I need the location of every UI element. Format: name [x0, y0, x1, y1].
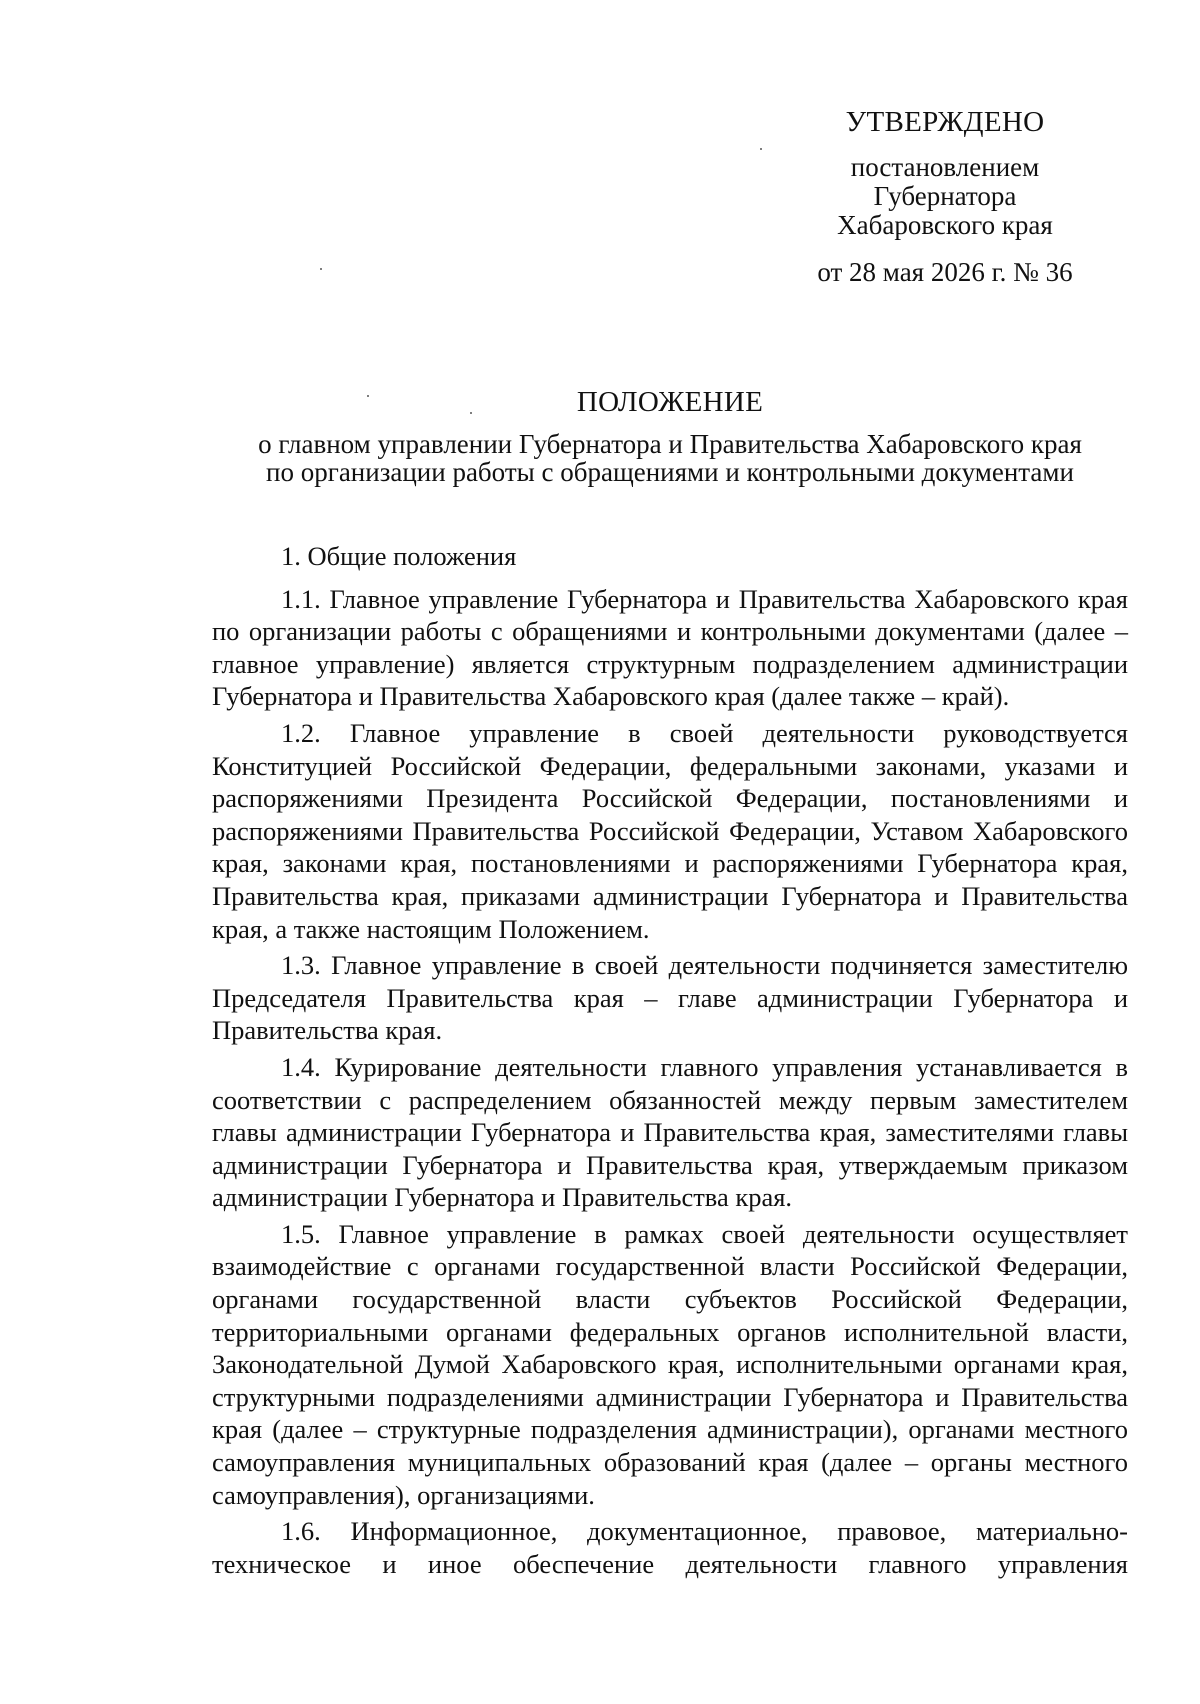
- approval-line: Губернатора: [873, 181, 1017, 211]
- paragraph: 1.5. Главное управление в рамках своей деятельности осуществляет взаимодействие с органами государственной власти Российской Федерации, органами государственной власти субъектов Российской Федерации, территориальными органами федеральных органов исполнительной власти, Законодательной Думой Хабаровского края, исполнительными органами края, структурными подразделениями администрации Губернатора и Правительства края (далее – структурные подразделения администрации), органами местного самоуправления муниципальных образований края (далее – органы местного самоуправления), организациями.: [212, 1218, 1128, 1510]
- scan-speck: [760, 148, 762, 150]
- approval-date: от 28 мая 2026 г. № 36: [817, 257, 1073, 287]
- document-subtitle-line: о главном управлении Губернатора и Правительства Хабаровского края: [258, 429, 1082, 459]
- document-subtitle-line: по организации работы с обращениями и контрольными документами: [266, 457, 1074, 487]
- scan-speck: [320, 268, 322, 270]
- paragraph: 1.1. Главное управление Губернатора и Правительства Хабаровского края по организации работы с обращениями и контрольными документами (далее – главное управление) является структурным подразделением администрации Губернатора и Правительства Хабаровского края (далее также – край).: [212, 583, 1128, 712]
- paragraph: 1.3. Главное управление в своей деятельности подчиняется заместителю Председателя Правительства края – главе администрации Губернатора и Правительства края.: [212, 950, 1128, 1046]
- paragraph: 1.6. Информационное, документационное, правовое, материально-техническое и иное обеспечение деятельности главного управления: [212, 1516, 1128, 1579]
- approval-title: УТВЕРЖДЕНО: [845, 106, 1045, 138]
- document-title: ПОЛОЖЕНИЕ: [576, 386, 764, 418]
- document-body: [212, 540, 1128, 1580]
- approval-line: Хабаровского края: [837, 210, 1053, 240]
- paragraph: 1.4. Курирование деятельности главного управления устанавливается в соответствии с распределением обязанностей между первым заместителем главы администрации Губернатора и Правительства края, заместителями главы администрации Губернатора и Правительства края, утверждаемым приказом администрации Губернатора и Правительства края.: [212, 1051, 1128, 1213]
- document-heading: [215, 388, 1125, 486]
- approval-line: постановлением: [850, 152, 1040, 182]
- approval-stamp-block: [780, 108, 1110, 287]
- paragraph: 1.2. Главное управление в своей деятельности руководствуется Конституцией Российской Федерации, федеральными законами, указами и распоряжениями Президента Российской Федерации, постановлениями и распоряжениями Правительства Российской Федерации, Уставом Хабаровского края, законами края, постановлениями и распоряжениями Губернатора края, Правительства края, приказами администрации Губернатора и Правительства края, а также настоящим Положением.: [212, 717, 1128, 944]
- section-heading: 1. Общие положения: [281, 541, 517, 571]
